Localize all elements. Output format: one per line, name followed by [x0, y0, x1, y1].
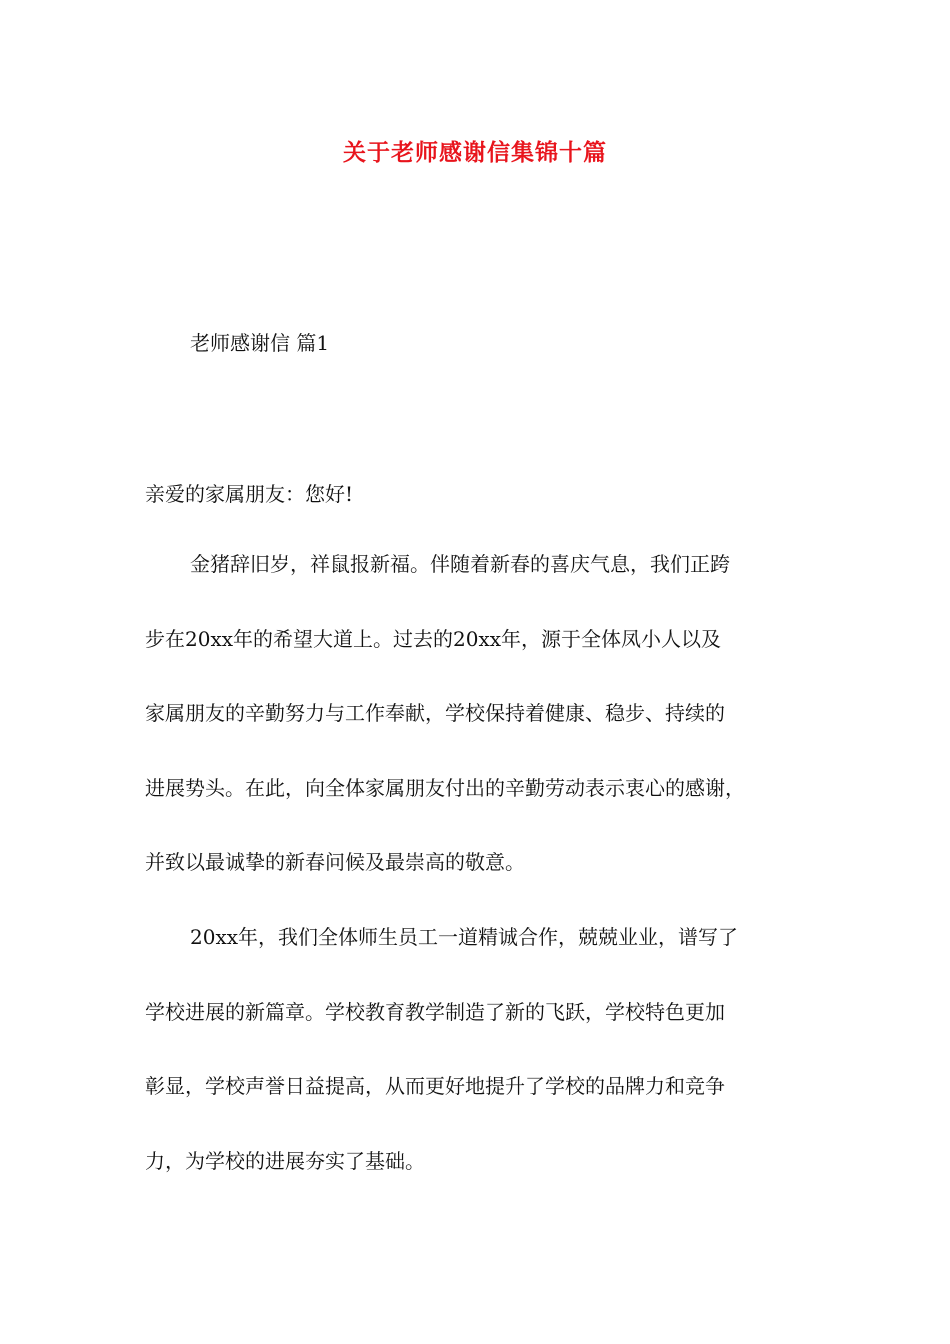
letter-greeting: 亲爱的家属朋友：您好!	[145, 482, 354, 506]
paragraph-line: 家属朋友的辛勤努力与工作奉献，学校保持着健康、稳步、持续的	[145, 701, 725, 725]
paragraph-line: 学校进展的新篇章。学校教育教学制造了新的飞跃，学校特色更加	[145, 999, 725, 1024]
paragraph-line: 步在20xx年的希望大道上。过去的20xx年，源于全体凤小人以及	[145, 626, 722, 651]
paragraph-line: 彰显，学校声誉日益提高，从而更好地提升了学校的品牌力和竞争	[145, 1074, 725, 1098]
paragraph-line: 进展势头。在此，向全体家属朋友付出的辛勤劳动表示衷心的感谢，	[145, 775, 745, 800]
paragraph-line: 20xx年，我们全体师生员工一道精诚合作，兢兢业业，谱写了	[190, 925, 739, 949]
document-title: 关于老师感谢信集锦十篇	[343, 139, 607, 166]
section-heading: 老师感谢信 篇1	[190, 331, 330, 355]
body-paragraph-2	[145, 922, 845, 1220]
paragraph-line: 力，为学校的进展夯实了基础。	[145, 1148, 425, 1173]
body-paragraph-1	[145, 549, 845, 922]
paragraph-line: 金猪辞旧岁，祥鼠报新福。伴随着新春的喜庆气息，我们正跨	[190, 552, 730, 576]
paragraph-line: 并致以最诚挚的新春问候及最崇高的敬意。	[145, 850, 525, 874]
